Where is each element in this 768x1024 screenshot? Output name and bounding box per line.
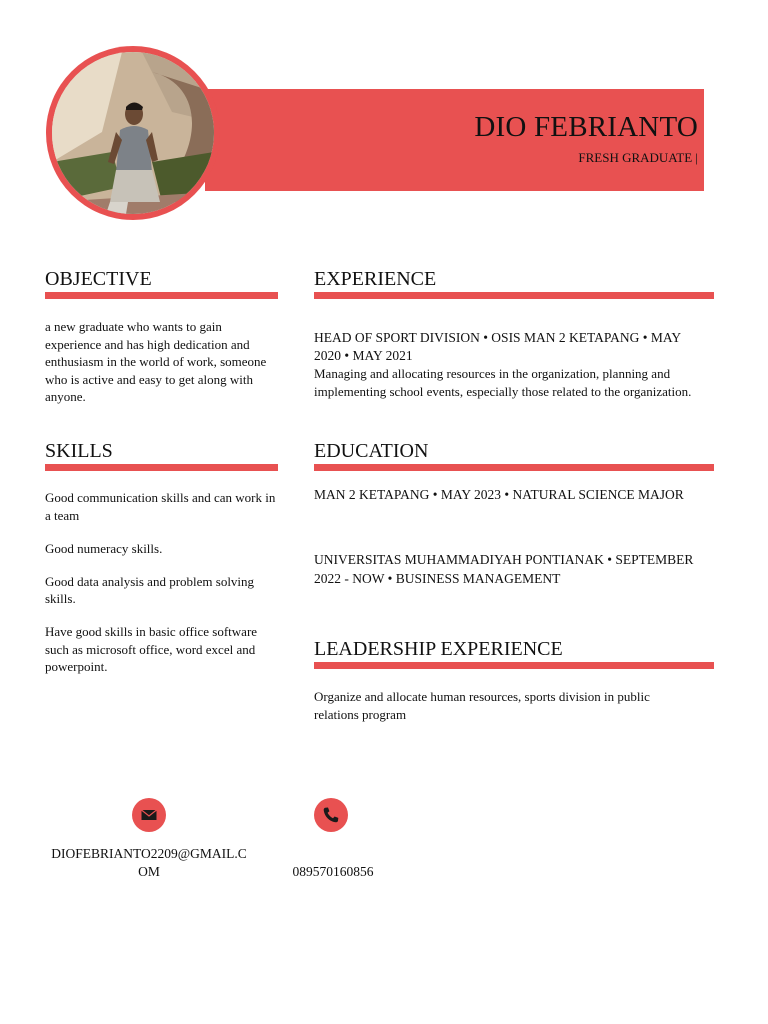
experience-description: Managing and allocating resources in the organization, planning and implementing school events, especially those related to the organization. bbox=[314, 366, 692, 399]
skill-item: Good data analysis and problem solving skills. bbox=[45, 573, 255, 606]
leadership-rule bbox=[314, 662, 714, 669]
person-name: DIO FEBRIANTO bbox=[474, 111, 698, 143]
profile-photo bbox=[52, 52, 214, 214]
phone-icon bbox=[322, 806, 340, 824]
education-entry: MAN 2 KETAPANG • MAY 2023 • NATURAL SCIENCE MAJOR bbox=[314, 487, 684, 502]
experience-heading: EXPERIENCE bbox=[314, 268, 437, 290]
skill-item: Good numeracy skills. bbox=[45, 540, 163, 556]
leadership-heading: LEADERSHIP EXPERIENCE bbox=[314, 638, 563, 660]
leadership-text: Organize and allocate human resources, sports division in public relations program bbox=[314, 689, 650, 722]
experience-role: HEAD OF SPORT DIVISION • OSIS MAN 2 KETAPANG • MAY 2020 • MAY 2021 bbox=[314, 330, 681, 363]
email-icon-circle bbox=[132, 798, 166, 832]
education-entry: UNIVERSITAS MUHAMMADIYAH PONTIANAK • SEPTEMBER 2022 - NOW • BUSINESS MANAGEMENT bbox=[314, 552, 694, 586]
education-rule bbox=[314, 464, 714, 471]
skills-rule bbox=[45, 464, 278, 471]
skills-heading: SKILLS bbox=[45, 440, 113, 462]
envelope-icon bbox=[140, 806, 158, 824]
skill-item: Have good skills in basic office software such as microsoft office, word excel and powerpoint. bbox=[45, 624, 258, 674]
skills-list bbox=[45, 489, 281, 691]
email-line-2: OM bbox=[138, 863, 160, 879]
email-line-1: DIOFEBRIANTO2209@GMAIL.C bbox=[51, 846, 247, 861]
education-heading: EDUCATION bbox=[314, 440, 429, 462]
objective-text: a new graduate who wants to gain experience and has high dedication and enthusiasm in the world of work, someone who is active and easy to get along with anyone. bbox=[45, 319, 267, 404]
objective-heading: OBJECTIVE bbox=[45, 268, 152, 290]
objective-rule bbox=[45, 292, 278, 299]
phone-icon-circle bbox=[314, 798, 348, 832]
experience-rule bbox=[314, 292, 714, 299]
email-address[interactable] bbox=[36, 845, 262, 880]
header-banner bbox=[205, 89, 704, 191]
phone-number[interactable]: 089570160856 bbox=[292, 864, 374, 879]
skill-item: Good communication skills and can work in a team bbox=[45, 490, 276, 523]
tagline: FRESH GRADUATE | bbox=[578, 150, 698, 165]
